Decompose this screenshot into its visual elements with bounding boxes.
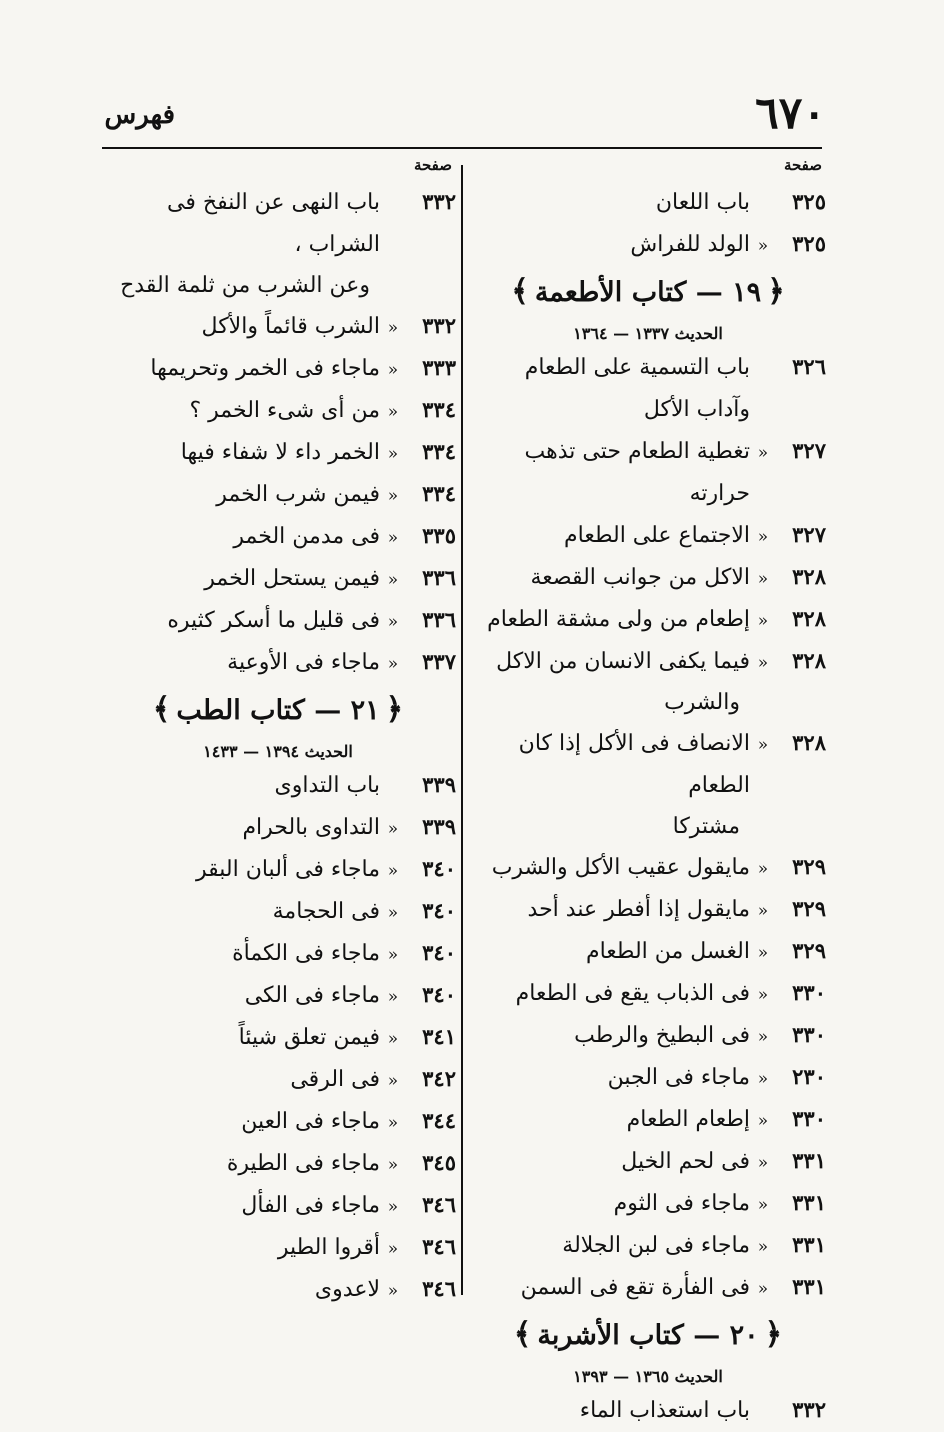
entry-title: فى الفأرة تقع فى السمن — [520, 1275, 750, 1300]
entry-title-continuation: مشتركا — [672, 814, 740, 839]
ornate-bracket-close: ﴾ — [511, 274, 529, 309]
right-column — [470, 156, 826, 1432]
entry-page-number: ٣٣٤ — [422, 439, 456, 464]
index-entry — [100, 600, 456, 642]
entry-page-number: ٣٤٤ — [422, 1108, 456, 1133]
left-column — [100, 156, 456, 1311]
ditto-mark: « — [757, 236, 769, 256]
ornate-bracket-close: ﴾ — [152, 692, 171, 727]
entry-page-number: ٣٣٥ — [422, 523, 456, 548]
entry-page-number: ٣٣٢ — [422, 313, 456, 338]
entry-title: فى الرقى — [290, 1067, 380, 1092]
book-heading — [470, 270, 826, 315]
entry-page-number: ٣٢٨ — [792, 564, 826, 589]
entry-title: الاكل من جوانب القصعة — [530, 565, 750, 590]
ditto-mark: « — [387, 1113, 399, 1133]
entry-page-number: ٣٣٧ — [422, 649, 456, 674]
entry-page-number: ٣٣٢ — [422, 189, 456, 214]
index-entry — [100, 306, 456, 348]
entry-page-number: ٣٢٨ — [792, 730, 826, 755]
entry-title: باب اللعان — [655, 190, 750, 215]
index-entry — [470, 889, 826, 931]
ditto-mark: « — [387, 1197, 399, 1217]
index-entry — [100, 516, 456, 558]
entry-title: باب التسمية على الطعام وآداب الأكل — [524, 355, 750, 422]
index-entry — [100, 182, 456, 266]
ditto-mark: « — [757, 1069, 769, 1089]
ditto-mark: « — [387, 945, 399, 965]
entry-page-number: ٣٤٦ — [422, 1276, 456, 1301]
ditto-mark: « — [757, 527, 769, 547]
entry-title: فى الذباب يقع فى الطعام — [515, 981, 750, 1006]
ditto-mark: « — [757, 569, 769, 589]
ditto-mark: « — [387, 819, 399, 839]
entry-page-number: ٣٣١ — [792, 1148, 826, 1173]
entry-title: أقروا الطير — [277, 1235, 380, 1260]
book-heading — [470, 1313, 826, 1358]
ditto-mark: « — [387, 570, 399, 590]
entry-page-number: ٣٣٣ — [422, 355, 456, 380]
index-entry — [100, 975, 456, 1017]
entry-title: الشرب قائماً والأكل — [201, 314, 380, 339]
ornate-bracket-open: ﴿ — [767, 274, 785, 309]
index-entry — [100, 1101, 456, 1143]
entry-page-number: ٣٣٩ — [422, 814, 456, 839]
page-column-label: صفحة — [783, 156, 822, 174]
ditto-mark: « — [757, 443, 769, 463]
entry-page-number: ٣٣١ — [792, 1274, 826, 1299]
entry-title: فيمن يستحل الخمر — [204, 566, 380, 591]
index-entry — [470, 347, 826, 431]
page-number: ٦٧٠ — [755, 88, 826, 139]
entry-page-number: ٣٤٠ — [422, 856, 456, 881]
entry-title: فيما يكفى الانسان من الاكل — [496, 649, 750, 674]
entry-page-number: ٣٣٠ — [792, 1022, 826, 1047]
column-divider — [461, 165, 463, 1295]
index-entry — [100, 1143, 456, 1185]
ditto-mark: « — [757, 985, 769, 1005]
entry-title: ماجاء فى الأوعية — [227, 650, 380, 675]
entry-page-number: ٣٤٠ — [422, 940, 456, 965]
ditto-mark: « — [757, 1195, 769, 1215]
index-entry — [470, 973, 826, 1015]
entry-page-number: ٣٣١ — [792, 1190, 826, 1215]
book-title: ٢٠ — كتاب الأشربة — [537, 1320, 759, 1351]
entry-title: فيمن شرب الخمر — [216, 482, 380, 507]
entry-page-number: ٢٣٠ — [792, 1064, 826, 1089]
entry-page-number: ٣٤٥ — [422, 1150, 456, 1175]
index-entry — [470, 1141, 826, 1183]
index-entry — [100, 432, 456, 474]
entry-page-number: ٣٤٢ — [422, 1066, 456, 1091]
index-entry — [470, 1267, 826, 1309]
entry-page-number: ٣٣٦ — [422, 565, 456, 590]
entry-page-number: ٣٣٠ — [792, 1106, 826, 1131]
entry-title: لاعدوى — [314, 1277, 380, 1302]
index-entry — [470, 641, 826, 683]
entry-page-number: ٣٣٦ — [422, 607, 456, 632]
entry-title: مايقول عقيب الأكل والشرب — [491, 855, 750, 880]
entry-page-number: ٣٢٨ — [792, 648, 826, 673]
entry-page-number: ٣٤٦ — [422, 1192, 456, 1217]
hadith-range: الحديث ١٣٣٧ — ١٣٦٤ — [573, 324, 723, 343]
ornate-bracket-open: ﴿ — [385, 692, 404, 727]
entry-title: ماجاء فى الثوم — [613, 1191, 750, 1216]
index-entry — [100, 807, 456, 849]
entry-title: ماجاء فى الخمر وتحريمها — [150, 356, 380, 381]
ditto-mark: « — [757, 735, 769, 755]
ditto-mark: « — [387, 528, 399, 548]
entry-title: الولد للفراش — [630, 232, 750, 257]
entry-title-continuation: والشرب — [664, 690, 740, 715]
entry-title: إطعام الطعام — [626, 1107, 750, 1132]
ditto-mark: « — [757, 653, 769, 673]
ditto-mark: « — [387, 861, 399, 881]
entry-title: الغسل من الطعام — [585, 939, 750, 964]
book-heading — [100, 688, 456, 733]
entry-page-number: ٣٤١ — [422, 1024, 456, 1049]
index-entry — [100, 474, 456, 516]
index-entry — [470, 1099, 826, 1141]
index-entry — [100, 390, 456, 432]
index-entry — [470, 182, 826, 224]
index-entry — [100, 891, 456, 933]
entry-page-number: ٣٢٩ — [792, 938, 826, 963]
index-entry — [100, 642, 456, 684]
entry-title: ماجاء فى العين — [241, 1109, 380, 1134]
left-entries — [100, 182, 456, 1311]
entry-title: فى لحم الخيل — [621, 1149, 750, 1174]
index-entry — [100, 1227, 456, 1269]
entry-page-number: ٣٣٩ — [422, 772, 456, 797]
index-entry — [470, 431, 826, 515]
entry-page-number: ٣٣٤ — [422, 397, 456, 422]
entry-page-number: ٣٤٠ — [422, 982, 456, 1007]
entry-title: الخمر داء لا شفاء فيها — [180, 440, 380, 465]
ditto-mark: « — [387, 1071, 399, 1091]
ornate-bracket-close: ﴾ — [513, 1317, 532, 1352]
index-entry — [470, 557, 826, 599]
ditto-mark: « — [387, 444, 399, 464]
index-entry — [100, 348, 456, 390]
index-entry — [100, 1185, 456, 1227]
ditto-mark: « — [387, 987, 399, 1007]
index-entry — [100, 1059, 456, 1101]
index-entry — [470, 723, 826, 807]
ditto-mark: « — [387, 360, 399, 380]
entry-title: ماجاء فى الطيرة — [226, 1151, 380, 1176]
right-entries — [470, 182, 826, 1432]
book-title: ٢١ — كتاب الطب — [176, 695, 380, 726]
ditto-mark: « — [757, 611, 769, 631]
ditto-mark: « — [387, 654, 399, 674]
ditto-mark: « — [757, 1153, 769, 1173]
entry-title: ماجاء فى الجبن — [607, 1065, 750, 1090]
index-entry — [470, 515, 826, 557]
entry-title: باب استعذاب الماء — [579, 1398, 750, 1423]
entry-title: من أى شىء الخمر ؟ — [189, 398, 380, 423]
index-entry — [100, 765, 456, 807]
ditto-mark: « — [757, 1237, 769, 1257]
ditto-mark: « — [387, 612, 399, 632]
entry-title: إطعام من ولى مشقة الطعام — [487, 607, 750, 632]
entry-page-number: ٣٢٦ — [792, 354, 826, 379]
entry-title: تغطية الطعام حتى تذهب حرارته — [524, 439, 750, 506]
ditto-mark: « — [387, 1029, 399, 1049]
entry-title: ماجاء فى الكى — [244, 983, 380, 1008]
entry-title: التداوى بالحرام — [242, 815, 380, 840]
entry-title-continuation: وعن الشرب من ثلمة القدح — [120, 273, 370, 298]
ditto-mark: « — [757, 943, 769, 963]
entry-page-number: ٣٢٧ — [792, 438, 826, 463]
ditto-mark: « — [387, 318, 399, 338]
index-entry — [470, 1390, 826, 1432]
entry-title: فى قليل ما أسكر كثيره — [167, 608, 380, 633]
entry-title: ماجاء فى لبن الجلالة — [562, 1233, 750, 1258]
entry-page-number: ٣٢٥ — [792, 231, 826, 256]
entry-title: مايقول إذا أفطر عند أحد — [527, 897, 750, 922]
entry-title: باب التداوى — [274, 773, 380, 798]
entry-page-number: ٣٢٩ — [792, 854, 826, 879]
entry-page-number: ٣٣٤ — [422, 481, 456, 506]
ditto-mark: « — [757, 1027, 769, 1047]
index-entry — [470, 1057, 826, 1099]
page-column-label: صفحة — [413, 156, 452, 174]
entry-title: ماجاء فى ألبان البقر — [195, 857, 380, 882]
entry-title: فى مدمن الخمر — [233, 524, 380, 549]
ditto-mark: « — [757, 859, 769, 879]
header-rule — [102, 147, 822, 149]
index-entry — [470, 224, 826, 266]
index-entry — [470, 847, 826, 889]
index-entry — [100, 933, 456, 975]
entry-page-number: ٣٣٢ — [792, 1397, 826, 1422]
ditto-mark: « — [387, 1281, 399, 1301]
index-entry — [100, 1269, 456, 1311]
entry-page-number: ٣٢٥ — [792, 189, 826, 214]
entry-title: فى البطيخ والرطب — [574, 1023, 750, 1048]
ditto-mark: « — [757, 901, 769, 921]
ditto-mark: « — [387, 903, 399, 923]
ditto-mark: « — [757, 1279, 769, 1299]
entry-title: الانصاف فى الأكل إذا كان الطعام — [518, 731, 750, 798]
ditto-mark: « — [387, 1155, 399, 1175]
entry-page-number: ٣٢٨ — [792, 606, 826, 631]
index-entry — [100, 1017, 456, 1059]
entry-page-number: ٣٣٠ — [792, 980, 826, 1005]
entry-title: فى الحجامة — [272, 899, 380, 924]
ditto-mark: « — [387, 402, 399, 422]
index-entry — [470, 1225, 826, 1267]
entry-title: فيمن تعلق شيئاً — [238, 1025, 380, 1050]
ditto-mark: « — [387, 1239, 399, 1259]
index-entry — [470, 931, 826, 973]
ornate-bracket-open: ﴿ — [764, 1317, 783, 1352]
entry-title: الاجتماع على الطعام — [564, 523, 750, 548]
entry-title: باب النهى عن النفخ فى الشراب ، — [167, 190, 380, 257]
index-entry — [100, 558, 456, 600]
hadith-range: الحديث ١٣٩٤ — ١٤٣٣ — [203, 742, 353, 761]
ditto-mark: « — [757, 1111, 769, 1131]
index-entry — [470, 1015, 826, 1057]
ditto-mark: « — [387, 486, 399, 506]
index-entry — [470, 599, 826, 641]
entry-page-number: ٣٢٩ — [792, 896, 826, 921]
entry-title: ماجاء فى الكمأة — [232, 941, 380, 966]
book-title: ١٩ — كتاب الأطعمة — [534, 277, 762, 308]
hadith-range: الحديث ١٣٦٥ — ١٣٩٣ — [573, 1367, 723, 1386]
index-entry — [100, 849, 456, 891]
entry-page-number: ٣٢٧ — [792, 522, 826, 547]
entry-page-number: ٣٤٠ — [422, 898, 456, 923]
entry-page-number: ٣٣١ — [792, 1232, 826, 1257]
index-entry — [470, 1183, 826, 1225]
entry-page-number: ٣٤٦ — [422, 1234, 456, 1259]
running-title: فهرس — [104, 100, 175, 130]
entry-title: ماجاء فى الفأل — [241, 1193, 380, 1218]
